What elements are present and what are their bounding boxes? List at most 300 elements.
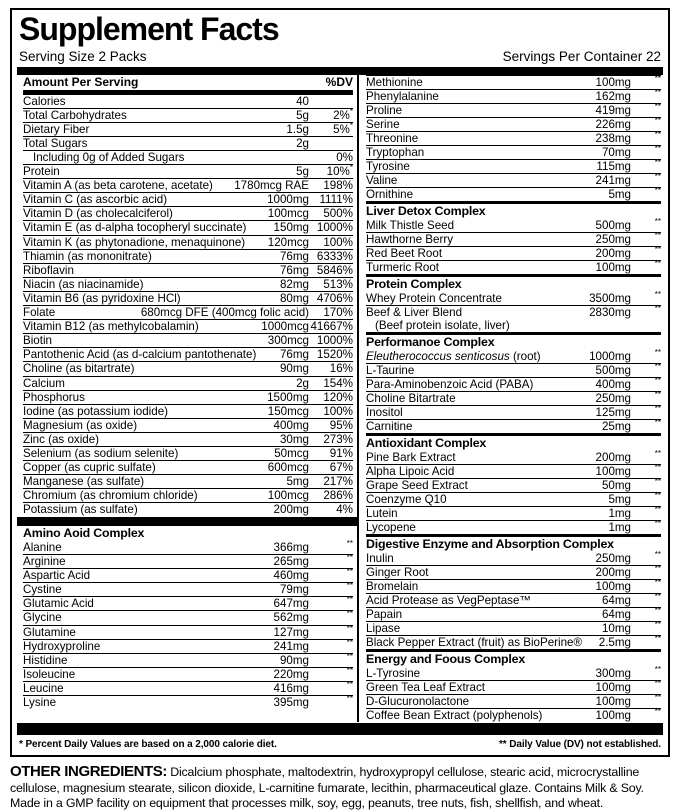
nutrient-amount: 1000mcg — [261, 320, 309, 334]
table-row — [366, 448, 661, 464]
nutrient-name: Magnesium (as oxide) — [23, 418, 138, 432]
nutrient-name: Selenium (as sodium selenite) — [23, 446, 179, 460]
table-row — [23, 653, 353, 667]
dv-asterisk: ** — [654, 707, 661, 717]
nutrient-dv: 513% — [323, 277, 353, 291]
table-row — [366, 305, 661, 319]
section-header: Performanoe Complex — [366, 332, 661, 350]
dv-asterisk: ** — [654, 634, 661, 644]
table-row — [23, 150, 353, 164]
nutrient-name: Biotin — [23, 334, 53, 348]
nutrient-name: Serine — [366, 117, 400, 131]
dv-asterisk: ** — [654, 462, 661, 472]
nutrient-amount: 200mg — [595, 450, 631, 464]
nutrient-amount: 600mcg — [267, 461, 309, 475]
nutrient-dv: 217% — [323, 475, 353, 489]
nutrient-dv: 5%* — [333, 120, 353, 136]
table-row — [23, 333, 353, 347]
table-row — [366, 131, 661, 145]
nutrient-amount: 500mg — [595, 218, 631, 232]
table-row — [23, 376, 353, 390]
nutrient-name: Vitamin D (as cholecalciferol) — [23, 207, 173, 221]
table-row — [23, 502, 353, 516]
nutrient-amount: 200mg — [273, 503, 309, 517]
nutrient-name: Glutamic Acid — [23, 597, 94, 611]
nutrient-name: Total Sugars — [23, 136, 88, 150]
dv-asterisk: ** — [654, 172, 661, 182]
nutrient-name: Para-Aminobenzoic Acid (PABA) — [366, 377, 534, 391]
table-row — [23, 681, 353, 695]
nutrient-dv: 1000% — [316, 221, 353, 235]
nutrient-dv: 41667% — [310, 320, 353, 334]
nutrient-name: Lutein — [366, 507, 398, 521]
nutrient-dv: 100% — [323, 404, 353, 418]
table-row — [366, 145, 661, 159]
dv-asterisk: ** — [654, 158, 661, 168]
left-column — [17, 75, 359, 723]
sub-row: (Beef protein isolate, liver) — [375, 319, 510, 333]
nutrient-name: Green Tea Leaf Extract — [366, 681, 486, 694]
nutrient-amount: 120mcg — [267, 235, 309, 249]
nutrient-amount: 25mg — [601, 420, 631, 434]
nutrient-amount: 2g — [296, 136, 309, 150]
nutrient-amount: 150mcg — [267, 404, 309, 418]
table-row — [366, 607, 661, 621]
table-row — [23, 582, 353, 596]
table-row — [23, 418, 353, 432]
nutrient-dv: 67% — [329, 461, 353, 475]
nutrient-dv: 4706% — [316, 291, 353, 305]
dv-asterisk: ** — [346, 553, 353, 563]
section-header: Protein Complex — [366, 274, 661, 292]
table-row — [23, 488, 353, 502]
nutrient-name: Iodine (as potassium iodide) — [23, 404, 169, 418]
other-ingredients-paragraph — [10, 763, 670, 811]
nutrient-name: Vitamin A (as beta carotene, acetate) — [23, 179, 213, 193]
dv-asterisk: ** — [346, 694, 353, 704]
nutrient-amount: 115mg — [596, 160, 631, 174]
nutrient-name: Potassium (as sulfate) — [23, 503, 138, 517]
nutrient-name: Pine Bark Extract — [366, 450, 456, 464]
table-row — [23, 319, 353, 333]
table-row — [366, 478, 661, 492]
footnotes-row — [17, 735, 663, 753]
nutrient-name: Protein — [23, 165, 60, 179]
table-row — [366, 173, 661, 187]
dv-asterisk: ** — [654, 259, 661, 269]
nutrient-name: Hydroxyproline — [23, 639, 101, 653]
dv-asterisk: * — [349, 106, 353, 116]
table-row — [23, 474, 353, 488]
amount-per-serving-label: Amount Per Serving — [23, 74, 139, 89]
dv-asterisk: ** — [654, 217, 661, 227]
nutrient-name: Red Beet Root — [366, 247, 443, 261]
nutrient-name: Pantothenic Acid (as d-calcium pantothenate) — [23, 348, 257, 362]
table-row — [23, 192, 353, 206]
nutrient-dv: 5846% — [316, 263, 353, 277]
serving-size-text: Serving Size 2 Packs — [19, 48, 147, 64]
nutrient-amount: 100mcg — [267, 207, 309, 221]
nutrient-amount: 250mg — [595, 551, 631, 565]
nutrient-name: Arginine — [23, 555, 66, 569]
table-row — [23, 305, 353, 319]
dv-asterisk: ** — [346, 637, 353, 647]
nutrient-dv: 273% — [323, 432, 353, 446]
nutrient-amount: 562mg — [273, 611, 309, 625]
table-row — [23, 164, 353, 178]
table-row — [366, 246, 661, 260]
table-row — [366, 694, 661, 708]
table-row — [366, 187, 661, 201]
nutrient-amount: 79mg — [279, 583, 309, 597]
table-row — [366, 219, 661, 232]
nutrient-dv — [631, 261, 661, 274]
dv-asterisk: ** — [654, 361, 661, 371]
nutrient-dv: 2%* — [333, 106, 353, 122]
dv-asterisk: ** — [346, 609, 353, 619]
nutrient-name: Dietary Fiber — [23, 122, 90, 136]
dv-asterisk: ** — [654, 186, 661, 196]
other-ingredients-text: Dicalcium phosphate, maltodextrin, hydroxypropyl cellulose, stearic acid, microcrystalline cellulose, magnesium stearate, silicon dioxide, L-carnitine fumarate, lecithin, pharmaceutical glaze. Contains Milk & Soy. Made in a GMP facility on equipment that processes milk, soy, egg, peanuts, tree nuts, fish, shellfish, and wheat. — [10, 765, 644, 811]
nutrient-amount: 64mg — [601, 608, 631, 622]
table-row — [366, 492, 661, 506]
header-divider-bar — [17, 67, 663, 75]
table-row — [366, 232, 661, 246]
nutrient-name: Hawthorne Berry — [366, 233, 453, 247]
nutrient-amount: 419mg — [595, 103, 631, 117]
dv-asterisk: ** — [654, 592, 661, 602]
nutrient-amount: 40 — [296, 94, 309, 108]
nutrient-amount: 416mg — [273, 681, 309, 695]
nutrient-name: L-Tyrosine — [366, 666, 421, 680]
nutrient-amount: 200mg — [595, 247, 631, 261]
nutrient-amount: 241mg — [595, 174, 631, 188]
nutrient-amount: 80mg — [279, 291, 309, 305]
dv-asterisk: ** — [654, 665, 661, 675]
nutrient-name: Vitamin B6 (as pyridoxine HCl) — [23, 291, 181, 305]
nutrient-name: Choline (as bitartrate) — [23, 362, 135, 376]
dv-asterisk: ** — [654, 144, 661, 154]
nutrient-amount: 400mg — [595, 377, 631, 391]
nutrient-amount: 76mg — [279, 348, 309, 362]
dv-asterisk: * — [349, 163, 353, 173]
nutrient-amount: 366mg — [273, 540, 309, 554]
nutrient-dv: 170% — [323, 306, 353, 320]
nutrient-amount: 5mg — [286, 475, 309, 489]
nutrient-dv — [631, 709, 661, 722]
dv-asterisk: ** — [654, 130, 661, 140]
table-row — [366, 464, 661, 478]
nutrient-amount: 220mg — [273, 667, 309, 681]
nutrient-name: Milk Thistle Seed — [366, 218, 455, 232]
dv-asterisk: ** — [654, 73, 661, 83]
dv-asterisk: ** — [654, 116, 661, 126]
nutrient-name: Whey Protein Concentrate — [366, 291, 502, 305]
nutrient-amount: 127mg — [273, 625, 309, 639]
right-column — [359, 75, 663, 723]
nutrient-name: Turmeric Root — [366, 261, 440, 275]
nutrient-name: Threonine — [366, 132, 419, 145]
nutrient-amount: 1500mg — [267, 390, 309, 404]
nutrient-amount: 226mg — [595, 117, 631, 131]
nutrient-dv — [631, 306, 661, 319]
nutrition-table — [17, 75, 663, 723]
nutrient-amount: 100mg — [595, 464, 631, 478]
table-row — [23, 235, 353, 249]
dv-asterisk: ** — [654, 418, 661, 428]
nutrient-amount: 395mg — [273, 695, 309, 709]
nutrient-amount: 1000mg — [589, 349, 631, 363]
nutrient-amount: 100mg — [595, 75, 631, 89]
nutrient-amount: 460mg — [273, 569, 309, 583]
nutrient-name: Including 0g of Added Sugars — [33, 151, 185, 164]
nutrient-name: Phosphorus — [23, 390, 85, 404]
table-row — [23, 206, 353, 220]
nutrient-name: Chromium (as chromium chloride) — [23, 489, 198, 503]
nutrient-amount: 1mg — [608, 521, 631, 535]
footer-divider-bar — [17, 723, 663, 735]
nutrient-name: Folate — [23, 306, 56, 320]
table-row — [366, 565, 661, 579]
amount-per-serving-header — [23, 75, 353, 95]
nutrient-name: Coffee Bean Extract (polyphenols) — [366, 709, 543, 723]
nutrient-name: Riboflavin — [23, 263, 74, 277]
dv-asterisk: ** — [654, 578, 661, 588]
dv-asterisk: ** — [654, 477, 661, 487]
table-row — [23, 639, 353, 653]
footnote-daily-values: * Percent Daily Values are based on a 2,000 calorie diet. — [19, 739, 277, 751]
table-row — [366, 549, 661, 565]
nutrient-name: Alanine — [23, 540, 62, 554]
nutrient-name: L-Taurine — [366, 363, 415, 377]
section-divider-bar — [17, 517, 357, 526]
nutrient-name: Eleutherococcus senticosus (root) — [366, 349, 541, 363]
nutrient-amount: 90mg — [279, 362, 309, 376]
nutrient-name: Calories — [23, 94, 66, 108]
nutrient-dv — [631, 188, 661, 201]
nutrient-amount: 125mg — [595, 406, 631, 419]
table-row — [23, 277, 353, 291]
nutrient-dv: 500% — [323, 207, 353, 221]
nutrient-amount: 1780mcg RAE — [234, 179, 309, 193]
nutrient-dv: 1000% — [316, 334, 353, 348]
page-title: Supplement Facts — [19, 11, 279, 47]
dv-asterisk: ** — [654, 505, 661, 515]
nutrient-amount: 100mg — [595, 579, 631, 593]
nutrient-name: Zinc (as oxide) — [23, 432, 100, 446]
table-row — [23, 95, 353, 108]
percent-dv-label: %DV — [325, 74, 353, 89]
dv-asterisk: ** — [346, 539, 353, 549]
table-row — [366, 680, 661, 694]
nutrient-name: Valine — [366, 174, 398, 188]
table-row — [366, 377, 661, 391]
table-row — [23, 220, 353, 234]
nutrient-name: Manganese (as sulfate) — [23, 475, 145, 489]
nutrient-amount: 76mg — [279, 263, 309, 277]
nutrient-dv: 120% — [323, 390, 353, 404]
table-row — [366, 347, 661, 363]
nutrient-dv — [631, 521, 661, 534]
dv-asterisk: ** — [654, 245, 661, 255]
table-row — [23, 390, 353, 404]
nutrient-amount: 50mcg — [274, 446, 309, 460]
table-row — [23, 568, 353, 582]
nutrient-name: D-Glucuronolactone — [366, 695, 470, 709]
nutrient-amount: 400mg — [273, 418, 309, 432]
table-row — [23, 291, 353, 305]
nutrient-name: Tyrosine — [366, 160, 410, 174]
nutrient-name: Glutamine — [23, 625, 76, 639]
servings-per-container-text: Servings Per Container 22 — [502, 48, 661, 64]
nutrient-dv: 0% — [336, 151, 353, 164]
nutrient-amount: 2.5mg — [598, 636, 631, 650]
table-row — [366, 593, 661, 607]
dv-asterisk: ** — [654, 87, 661, 97]
nutrient-amount: 162mg — [595, 89, 631, 103]
table-row — [366, 419, 661, 433]
table-row — [366, 89, 661, 103]
nutrient-name: Niacin (as niacinamide) — [23, 277, 144, 291]
dv-asterisk: ** — [654, 519, 661, 529]
nutrient-name: Lysine — [23, 695, 57, 709]
table-row — [23, 432, 353, 446]
table-row — [366, 103, 661, 117]
nutrient-amount: 250mg — [595, 391, 631, 405]
nutrient-name: Methionine — [366, 75, 423, 89]
nutrient-name: Phenylalanine — [366, 89, 439, 103]
supplement-facts-label — [10, 8, 670, 757]
table-row — [366, 506, 661, 520]
nutrient-name: Acid Protease as VegPeptase™ — [366, 594, 531, 608]
nutrient-name: Black Pepper Extract (fruit) as BioPerine® — [366, 636, 583, 650]
table-row — [366, 391, 661, 405]
nutrient-name: Vitamin B12 (as methylcobalamin) — [23, 320, 199, 334]
nutrient-amount: 238mg — [595, 132, 631, 145]
nutrient-name: Histidine — [23, 653, 68, 667]
nutrient-name: Vitamin C (as ascorbic acid) — [23, 193, 168, 207]
dv-asterisk: ** — [346, 651, 353, 661]
table-row — [23, 404, 353, 418]
nutrient-name: Alpha Lipoic Acid — [366, 464, 455, 478]
dv-asterisk: ** — [654, 375, 661, 385]
nutrient-name: Papain — [366, 608, 403, 622]
table-row — [23, 108, 353, 122]
nutrient-dv: 6333% — [316, 249, 353, 263]
nutrient-dv — [631, 636, 661, 649]
nutrient-amount: 2830mg — [589, 305, 631, 319]
table-row — [23, 249, 353, 263]
nutrient-amount: 265mg — [273, 555, 309, 569]
nutrient-amount: 100mg — [595, 681, 631, 694]
table-row — [366, 260, 661, 274]
nutrient-amount: 680mcg DFE (400mcg folic acid) — [140, 306, 309, 320]
nutrient-amount: 76mg — [279, 249, 309, 263]
dv-asterisk: ** — [654, 289, 661, 299]
nutrient-amount: 5g — [296, 165, 309, 179]
table-row — [23, 625, 353, 639]
nutrient-name: Lipase — [366, 622, 401, 636]
dv-asterisk: ** — [654, 679, 661, 689]
table-row — [23, 610, 353, 624]
nutrient-name: Tryptophan — [366, 146, 425, 160]
table-row — [23, 347, 353, 361]
table-row — [23, 596, 353, 610]
dv-asterisk: ** — [654, 390, 661, 400]
nutrient-name: Inulin — [366, 551, 394, 565]
nutrient-dv — [309, 696, 353, 709]
nutrient-amount: 100mg — [595, 261, 631, 275]
nutrient-amount: 5mg — [608, 188, 631, 202]
nutrient-name: Glycine — [23, 611, 62, 625]
nutrient-amount: 90mg — [279, 653, 309, 667]
nutrient-amount: 64mg — [601, 594, 631, 608]
table-row — [23, 554, 353, 568]
nutrient-amount: 1000mg — [267, 193, 309, 207]
table-row — [23, 361, 353, 375]
nutrient-name: Grape Seed Extract — [366, 478, 468, 492]
nutrient-amount: 500mg — [595, 363, 631, 377]
table-row — [23, 446, 353, 460]
table-row — [366, 75, 661, 89]
section-header: Energy and Foous Complex — [366, 649, 661, 667]
nutrient-dv: 91% — [329, 446, 353, 460]
nutrient-name: Choline Bitartrate — [366, 391, 456, 405]
nutrient-dv: 198% — [323, 179, 353, 193]
dv-asterisk: ** — [654, 304, 661, 314]
table-row — [366, 621, 661, 635]
nutrient-amount: 5g — [296, 108, 309, 122]
nutrient-dv: 100% — [323, 235, 353, 249]
nutrient-amount: 30mg — [279, 432, 309, 446]
nutrient-dv — [631, 420, 661, 433]
nutrient-dv: 154% — [323, 376, 353, 390]
nutrient-name: Carnitine — [366, 420, 413, 434]
nutrient-dv: 1111% — [319, 193, 353, 207]
nutrient-dv: 10%* — [326, 163, 353, 179]
nutrient-name: Leucine — [23, 681, 64, 695]
section-header: Digestive Enzyme and Absorption Complex — [366, 534, 661, 552]
nutrient-name: Vitamin E (as d-alpha tocopheryl succinate) — [23, 221, 247, 235]
table-row — [366, 159, 661, 173]
nutrient-amount: 250mg — [595, 233, 631, 247]
table-row — [23, 122, 353, 136]
nutrient-amount: 70mg — [601, 146, 631, 160]
dv-asterisk: ** — [346, 623, 353, 633]
nutrient-amount: 100mcg — [267, 489, 309, 503]
dv-asterisk: ** — [654, 231, 661, 241]
dv-asterisk: ** — [654, 693, 661, 703]
nutrient-name: Vitamin K (as phytonadione, menaquinone) — [23, 235, 246, 249]
nutrient-amount: 300mg — [595, 666, 631, 680]
section-header: Antioxidant Complex — [366, 433, 661, 451]
nutrient-name: Ornithine — [366, 188, 414, 202]
table-row — [23, 695, 353, 709]
nutrient-dv: 286% — [323, 489, 353, 503]
table-row — [23, 263, 353, 277]
table-row — [23, 667, 353, 681]
dv-asterisk: ** — [654, 491, 661, 501]
nutrient-amount: 1.5g — [286, 122, 309, 136]
nutrient-name: Thiamin (as mononitrate) — [23, 249, 152, 263]
table-row — [366, 579, 661, 593]
table-row — [366, 289, 661, 305]
table-row — [366, 363, 661, 377]
nutrient-dv: 95% — [329, 418, 353, 432]
serving-info-row — [19, 49, 661, 64]
nutrient-dv: 1520% — [316, 348, 353, 362]
nutrient-name: Total Carbohydrates — [23, 108, 127, 122]
